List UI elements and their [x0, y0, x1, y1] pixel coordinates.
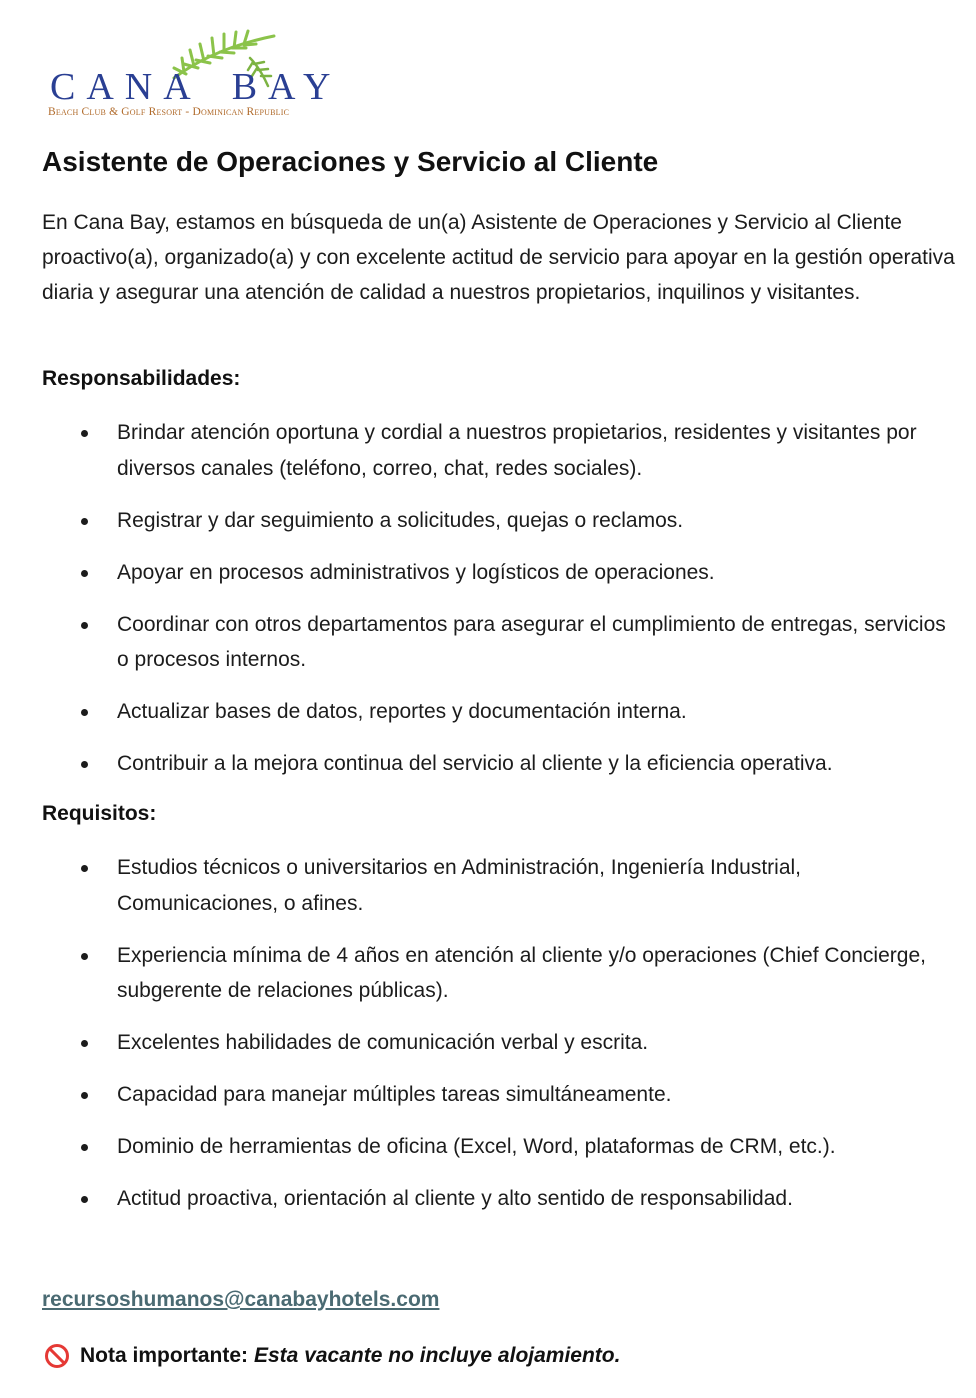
- list-item: Coordinar con otros departamentos para asegurar el cumplimiento de entregas, servicios o procesos internos.: [0, 607, 976, 678]
- bullet-icon: [81, 1144, 88, 1151]
- bullet-icon: [81, 865, 88, 872]
- bullet-icon: [81, 622, 88, 629]
- responsibilities-list: [0, 415, 976, 798]
- note-label: Nota importante:: [80, 1344, 248, 1367]
- bullet-icon: [81, 709, 88, 716]
- list-item: Apoyar en procesos administrativos y logísticos de operaciones.: [0, 555, 976, 591]
- bullet-icon: [81, 570, 88, 577]
- list-item: Actualizar bases de datos, reportes y documentación interna.: [0, 694, 976, 730]
- intro-paragraph: En Cana Bay, estamos en búsqueda de un(a) Asistente de Operaciones y Servicio al Cliente proactivo(a), organizado(a) y con excelente actitud de servicio para apoyar en la gestión operativa diaria y asegurar una atención de calidad a nuestros propietarios, inquilinos y visitantes.: [42, 211, 955, 304]
- note-text: Esta vacante no incluye alojamiento.: [254, 1344, 621, 1367]
- list-item: Dominio de herramientas de oficina (Excel, Word, plataformas de CRM, etc.).: [0, 1129, 976, 1165]
- cana-bay-logo: [46, 28, 391, 124]
- list-item: Estudios técnicos o universitarios en Administración, Ingeniería Industrial, Comunicaciones, o afines.: [0, 850, 976, 921]
- logo-wordmark: CANA BAY: [50, 66, 342, 108]
- bullet-icon: [81, 1196, 88, 1203]
- list-item: Contribuir a la mejora continua del servicio al cliente y la eficiencia operativa.: [0, 746, 976, 782]
- bullet-icon: [81, 953, 88, 960]
- list-item: Capacidad para manejar múltiples tareas simultáneamente.: [0, 1077, 976, 1113]
- bullet-icon: [81, 761, 88, 768]
- bullet-icon: [81, 518, 88, 525]
- requirements-heading: Requisitos:: [42, 802, 157, 825]
- logo-tagline: Beach Club & Golf Resort - Dominican Republic: [48, 106, 290, 118]
- list-item: Experiencia mínima de 4 años en atención al cliente y/o operaciones (Chief Concierge, subgerente de relaciones públicas).: [0, 938, 976, 1009]
- list-item: Actitud proactiva, orientación al cliente y alto sentido de responsabilidad.: [0, 1181, 976, 1217]
- bullet-icon: [81, 1092, 88, 1099]
- prohibited-icon: [44, 1343, 70, 1369]
- page-title: Asistente de Operaciones y Servicio al Cliente: [42, 146, 659, 177]
- bullet-icon: [81, 430, 88, 437]
- email-link[interactable]: recursoshumanos@canabayhotels.com: [42, 1288, 440, 1311]
- bullet-icon: [81, 1040, 88, 1047]
- requirements-list: [0, 850, 976, 1233]
- list-item: Registrar y dar seguimiento a solicitudes, quejas o reclamos.: [0, 503, 976, 539]
- list-item: Brindar atención oportuna y cordial a nuestros propietarios, residentes y visitantes por diversos canales (teléfono, correo, chat, redes sociales).: [0, 415, 976, 486]
- important-note: [44, 1343, 620, 1369]
- responsibilities-heading: Responsabilidades:: [42, 367, 241, 390]
- list-item: Excelentes habilidades de comunicación verbal y escrita.: [0, 1025, 976, 1061]
